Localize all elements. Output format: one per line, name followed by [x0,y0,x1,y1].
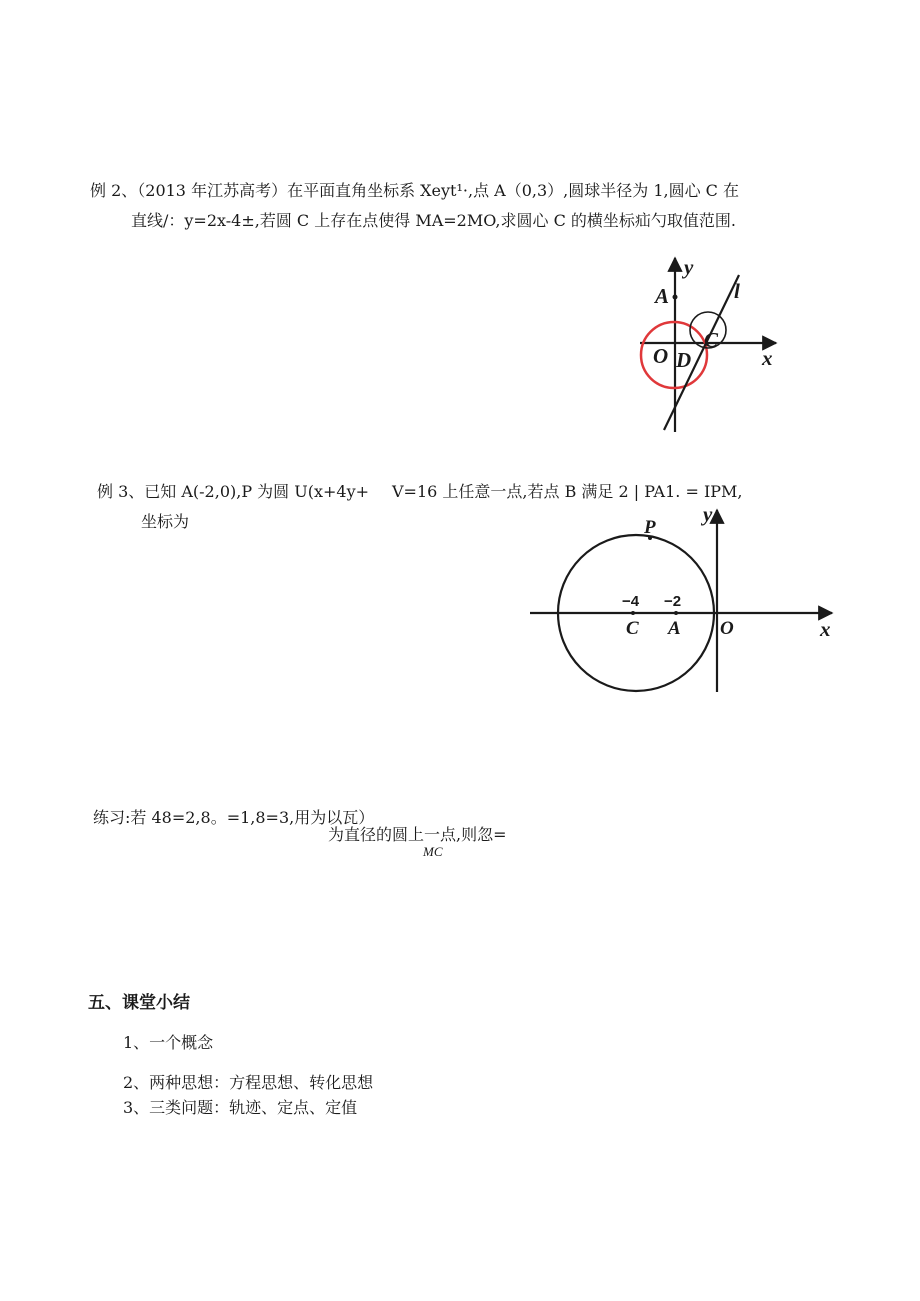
example-3-line-1b: V=16 上任意一点,若点 B 满足 2 | PA1. = IPM, [392,482,743,501]
summary-item-3: 3、三类问题：轨迹、定点、定值 [123,1098,358,1117]
summary-title: 五、课堂小结 [88,993,190,1013]
fig2-label-P: P [644,517,656,538]
fig2-tick-minus2: −2 [664,593,682,610]
summary-item-2: 2、两种思想：方程思想、转化思想 [123,1073,374,1092]
fig2-label-C: C [626,618,639,639]
fig2-label-O: O [720,618,734,639]
fig2-label-A: A [668,618,681,639]
fig2-label-x: x [820,617,831,641]
practice-subscript: MC [423,844,443,859]
fig1-label-x: x [762,346,773,370]
fig2-label-y: y [703,502,713,526]
example-3-line-2: 坐标为 [141,512,190,531]
example-2-line-2: 直线/：y=2x-4±,若圆 C 上存在点使得 MA=2MO,求圆心 C 的横坐标疝勺取值范围. [131,211,737,230]
example-2-line-1: 例 2、（2013 年江苏高考）在平面直角坐标系 Xeyt¹·,点 A（0,3）,圆球半径为 1,圆心 C 在 [90,181,740,200]
fig1-label-l: l [734,279,740,303]
fig1-label-y: y [684,255,694,279]
practice-line-2: 为直径的圆上一点,则忽= [328,825,507,844]
fig1-label-D: D [676,348,692,372]
fig1-label-C: C [704,328,719,352]
fig2-tick-minus4: −4 [622,593,640,610]
fig1-label-A: A [655,284,670,308]
summary-item-1: 1、一个概念 [123,1033,214,1052]
fig2-point-A [674,611,678,615]
fig1-label-O: O [653,344,669,368]
practice-line-1: 练习:若 48=2,8。=1,8=3,用为以瓦） [93,808,375,827]
fig2-point-C [631,611,635,615]
example-3-line-1a: 例 3、已知 A(-2,0),P 为圆 U(x+4y+ [97,482,370,501]
